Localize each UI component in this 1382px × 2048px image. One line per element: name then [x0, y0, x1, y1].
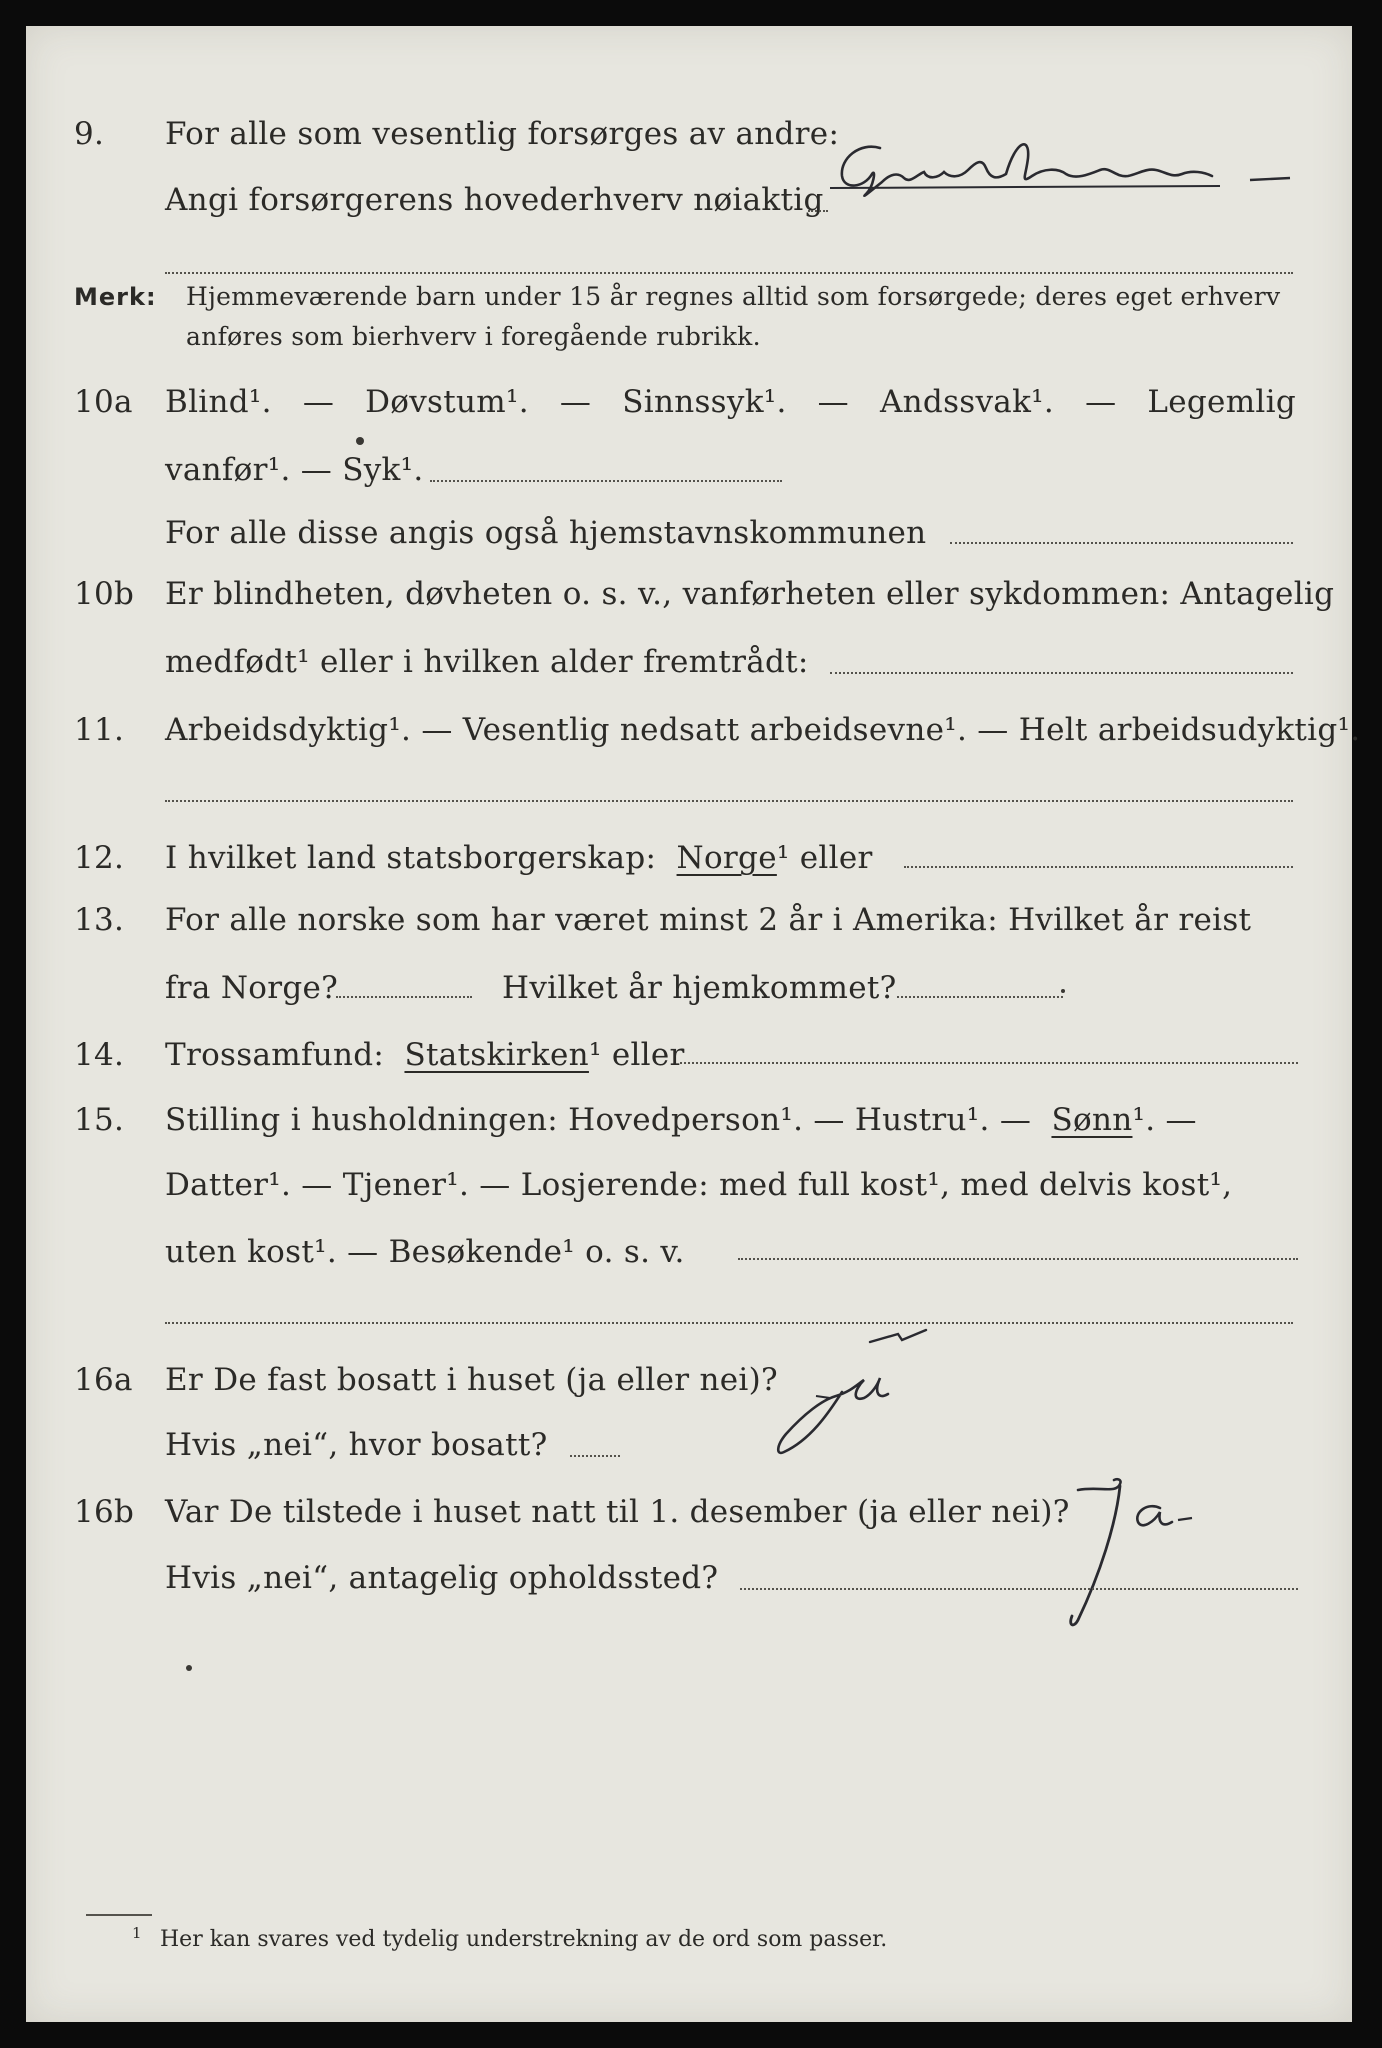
q13-dotted-leader-2 — [897, 996, 1063, 998]
q15-dotted-leader — [738, 1258, 1298, 1260]
q15-answer-line — [165, 1322, 1293, 1324]
q10a-option: Andssvak¹. — [879, 384, 1055, 420]
q10a-line1 — [0, 372, 1382, 432]
q10a-option: Legemlig — [1147, 384, 1296, 420]
q9-number: 9. — [74, 116, 105, 152]
q13-question: For alle norske som har været minst 2 år i Amerika: Hvilket år reist — [165, 902, 1252, 938]
q16b-question-2: Hvis „nei“, antagelig opholdssted? — [165, 1560, 719, 1596]
footnote-text: Her kan svares ved tydelig understrekning av de ord som passer. — [160, 1927, 888, 1952]
q13-dotted-leader — [336, 996, 472, 998]
footnote-rule — [86, 1914, 152, 1916]
merk-line2 — [0, 317, 1382, 357]
q15-line1 — [0, 1090, 1382, 1150]
q10a-dotted-leader — [430, 480, 782, 482]
q10b-question: Er blindheten, døvheten o. s. v., vanførheten eller sykdommen: Antagelig — [165, 576, 1335, 612]
q15-underlined-choice: Sønn — [1051, 1102, 1133, 1138]
q10a-dash: — — [817, 384, 849, 420]
q12-line1 — [0, 828, 1382, 888]
q15-number: 15. — [74, 1102, 125, 1138]
q10b-line1 — [0, 564, 1382, 624]
q10a-option: Døvstum¹. — [365, 384, 529, 420]
q10b-question-2: medfødt¹ eller i hvilken alder fremtrådt: — [165, 644, 809, 680]
q15-question — [165, 1090, 1197, 1150]
q14-text-end: ¹ eller — [588, 1037, 685, 1073]
q10a-question-2: vanfør¹. — Syk¹. — [165, 452, 424, 488]
q15-question-3: uten kost¹. — Besøkende¹ o. s. v. — [165, 1234, 685, 1270]
q14-number: 14. — [74, 1037, 125, 1073]
q12-question — [165, 828, 873, 888]
q10a-line2 — [0, 440, 1382, 500]
q12-dotted-leader — [904, 866, 1293, 868]
q12-text: I hvilket land statsborgerskap: — [165, 840, 657, 876]
merk-text: Hjemmeværende barn under 15 år regnes alltid som forsørgede; deres eget erhverv — [186, 282, 1281, 311]
q11-line1 — [0, 700, 1382, 760]
q16b-number: 16b — [74, 1494, 135, 1530]
q10b-number: 10b — [74, 576, 135, 612]
q9-answer-line — [165, 272, 1293, 274]
q10a-dash: — — [559, 384, 592, 420]
q9-question: For alle som vesentlig forsørges av andre: — [165, 116, 840, 152]
q14-text: Trossamfund: — [165, 1037, 385, 1073]
q10b-line2 — [0, 632, 1382, 692]
q13-line2 — [0, 958, 1382, 1018]
footnote-mark: 1 — [132, 1924, 142, 1942]
q16b-question: Var De tilstede i huset natt til 1. desember (ja eller nei)? — [165, 1494, 1070, 1530]
q10a-dash: — — [302, 384, 335, 420]
q16a-question: Er De fast bosatt i huset (ja eller nei)? — [165, 1362, 778, 1398]
q11-answer-line — [165, 800, 1293, 802]
q10a-dash: — — [1085, 384, 1117, 420]
ink-speck — [1061, 989, 1065, 993]
q16a-question-2: Hvis „nei“, hvor bosatt? — [165, 1427, 548, 1463]
q10b-dotted-leader — [830, 672, 1293, 674]
q12-number: 12. — [74, 840, 125, 876]
ink-speck — [186, 1665, 192, 1671]
merk-label: Merk: — [74, 283, 157, 311]
q15-line3 — [0, 1222, 1382, 1282]
q15-text: Stilling i husholdningen: Hovedperson¹. — Hustru¹. — — [165, 1102, 1032, 1138]
merk-text-2: anføres som bierhverv i foregående rubrikk. — [186, 322, 761, 351]
q16a-number: 16a — [74, 1362, 133, 1398]
q16b-dotted-leader — [740, 1588, 1298, 1590]
q14-underlined-choice: Statskirken — [404, 1037, 589, 1073]
q10a-option: Blind¹. — [165, 384, 272, 420]
q10a-options — [165, 372, 1296, 432]
q15-text-end: ¹. — — [1132, 1102, 1197, 1138]
q16b-line2 — [0, 1548, 1382, 1608]
q16a-line1 — [0, 1350, 1382, 1410]
q10a-option: Sinnssyk¹. — [622, 384, 787, 420]
q11-number: 11. — [74, 712, 125, 748]
q15-line2 — [0, 1155, 1382, 1215]
q12-text-end: ¹ eller — [776, 840, 873, 876]
q14-line1 — [0, 1025, 1382, 1085]
q14-question — [165, 1025, 685, 1085]
q10a-number: 10a — [74, 384, 133, 420]
q14-dotted-leader — [680, 1062, 1298, 1064]
q10a-dotted-leader-2 — [950, 542, 1293, 544]
q11-question: Arbeidsdyktig¹. — Vesentlig nedsatt arbeidsevne¹. — Helt arbeidsudyktig¹. — [165, 712, 1361, 748]
q9-handwritten-answer — [820, 128, 1300, 218]
q10a-line3 — [0, 503, 1382, 563]
q13-number: 13. — [74, 902, 125, 938]
q13-question-2a: fra Norge? — [165, 970, 339, 1006]
q10a-question-3: For alle disse angis også hjemstavnskommunen — [165, 515, 927, 551]
q9-question-2: Angi forsørgerens hovederhverv nøiaktig — [165, 182, 824, 218]
merk-line1 — [0, 277, 1382, 317]
q12-underlined-choice: Norge — [676, 840, 777, 876]
q13-question-2b: Hvilket år hjemkommet? — [502, 970, 897, 1006]
q15-question-2: Datter¹. — Tjener¹. — Losjerende: med full kost¹, med delvis kost¹, — [165, 1167, 1233, 1203]
q13-line1 — [0, 890, 1382, 950]
q16a-dotted-leader — [570, 1455, 620, 1457]
